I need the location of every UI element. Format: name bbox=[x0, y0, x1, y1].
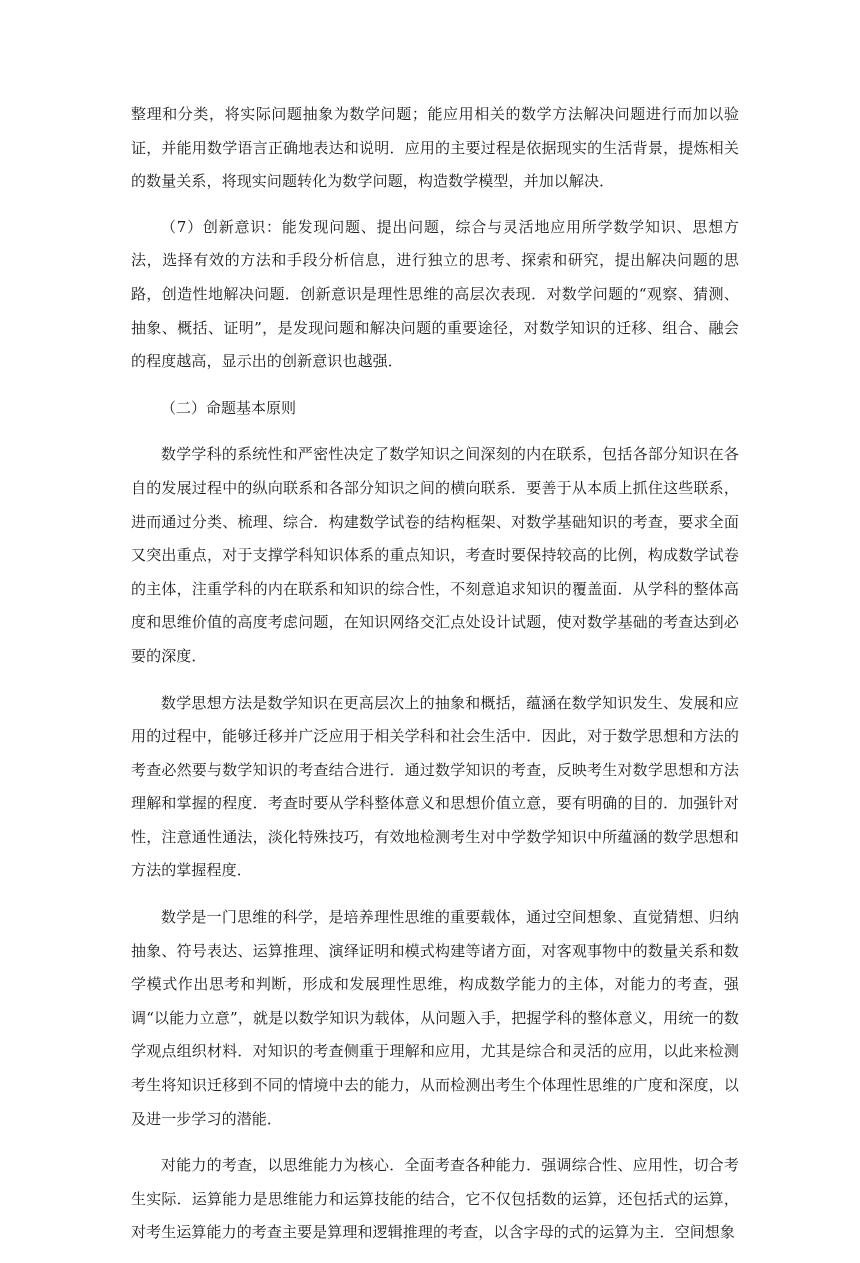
section-heading: （二）命题基本原则 bbox=[161, 398, 297, 417]
paragraph-innovation-awareness: （7）创新意识：能发现问题、提出问题，综合与灵活地应用所学数学知识、思想方法，选择有效的方法和手段分析信息，进行独立的思考、探索和研究，提出解决问题的思路，创造性地解决问题．创新意识是理性思维的高层次表现．对数学问题的“观察、猜测、抽象、概括、证明”，是发现问题和解决问题的重要途径，对数学知识的迁移、组合、融会的程度越高，显示出的创新意识也越强． bbox=[131, 217, 739, 371]
paragraph-thinking-methods: 数学思想方法是数学知识在更高层次上的抽象和概括，蕴涵在数学知识发生、发展和应用的过程中，能够迁移并广泛应用于相关学科和社会生活中．因此，对于数学思想和方法的考查必然要与数学知识的考查结合进行．通过数学知识的考查，反映考生对数学思想和方法理解和掌握的程度．考查时要从学科整体意义和思想价值立意，要有明确的目的．加强针对性，注意通性通法，淡化特殊技巧，有效地检测考生对中学数学知识中所蕴涵的数学思想和方法的掌握程度． bbox=[131, 693, 739, 880]
document-body bbox=[131, 98, 739, 1263]
paragraph-ability-focus: 数学是一门思维的科学，是培养理性思维的重要载体，通过空间想象、直觉猜想、归纳抽象、符号表达、运算推理、演绎证明和模式构建等诸方面，对客观事物中的数量关系和数学模式作出思考和判断，形成和发展理性思维，构成数学能力的主体，对能力的考查，强调“以能力立意”，就是以数学知识为载体，从问题入手，把握学科的整体意义，用统一的数学观点组织材料．对知识的考查侧重于理解和应用，尤其是综合和灵活的应用，以此来检测考生将知识迁移到不同的情境中去的能力，从而检测出考生个体理性思维的广度和深度，以及进一步学习的潜能． bbox=[131, 908, 739, 1128]
paragraph-application-continued: 整理和分类，将实际问题抽象为数学问题；能应用相关的数学方法解决问题进行而加以验证，并能用数学语言正确地表达和说明．应用的主要过程是依据现实的生活背景，提炼相关的数量关系，将现实问题转化为数学问题，构造数学模型，并加以解决． bbox=[131, 105, 739, 191]
paragraph-systematic-knowledge: 数学学科的系统性和严密性决定了数学知识之间深刻的内在联系，包括各部分知识在各自的发展过程中的纵向联系和各部分知识之间的横向联系．要善于从本质上抓住这些联系，进而通过分类、梳理、综合．构建数学试卷的结构框架、对数学基础知识的考查，要求全面又突出重点，对于支撑学科知识体系的重点知识，考查时要保持较高的比例，构成数学试卷的主体，注重学科的内在联系和知识的综合性，不刻意追求知识的覆盖面．从学科的整体高度和思维价值的高度考虑问题，在知识网络交汇点处设计试题，使对数学基础的考查达到必要的深度． bbox=[131, 445, 739, 665]
paragraph-ability-assessment: 对能力的考查，以思维能力为核心．全面考查各种能力．强调综合性、应用性，切合考生实际．运算能力是思维能力和运算技能的结合，它不仅包括数的运算，还包括式的运算，对考生运算能力的考查主要是算理和逻辑推理的考查，以含字母的式的运算为主．空间想象 bbox=[131, 1156, 739, 1242]
